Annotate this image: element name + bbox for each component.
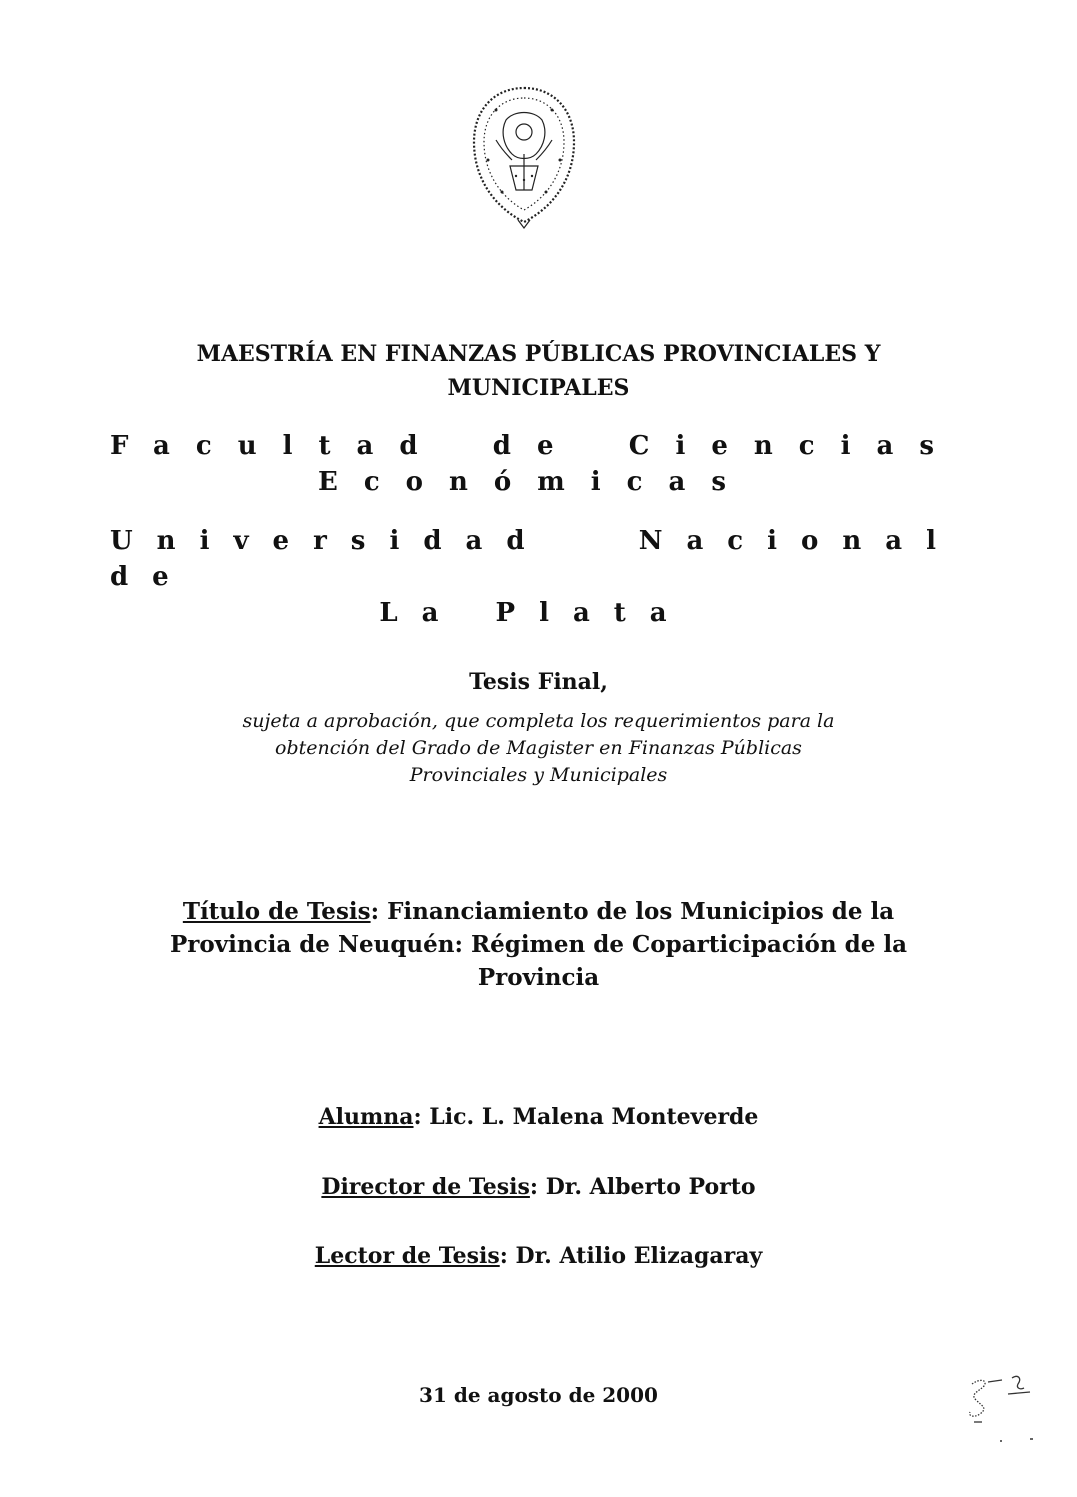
- director-label: Director de Tesis: [321, 1174, 530, 1200]
- thesis-title-line2: Provincia de Neuquén: Régimen de Coparticipación de la: [170, 931, 907, 958]
- thesis-description-line1: sujeta a aprobación, que completa los requerimientos para la: [242, 710, 835, 732]
- handwritten-mark-icon: [958, 1368, 1038, 1428]
- program-title: [0, 337, 1077, 405]
- program-title-line1: MAESTRÍA EN FINANZAS PÚBLICAS PROVINCIALES Y: [196, 341, 881, 367]
- thesis-title-separator: :: [370, 898, 388, 925]
- university-seal-icon: [466, 80, 582, 230]
- university-line1: Universidad Nacional de: [110, 526, 960, 592]
- director-separator: :: [529, 1174, 546, 1200]
- university-name: [110, 523, 960, 631]
- thesis-title-line3: Provincia: [477, 964, 600, 991]
- reader-separator: :: [499, 1243, 516, 1269]
- reader-label: Lector de Tesis: [314, 1243, 500, 1269]
- thesis-title-line1: Financiamiento de los Municipios de la: [387, 898, 895, 925]
- faculty-name: [110, 428, 960, 500]
- thesis-title-label: Título de Tesis: [182, 898, 371, 925]
- university-line2: La Plata: [379, 598, 691, 628]
- thesis-title: [100, 895, 977, 994]
- scan-speck: [1030, 1438, 1033, 1440]
- faculty-line2: Económicas: [318, 467, 752, 497]
- reader-line: [0, 1241, 1077, 1271]
- thesis-description-line2: obtención del Grado de Magister en Finanzas Públicas: [275, 737, 802, 759]
- director-name: Dr. Alberto Porto: [545, 1174, 756, 1200]
- submission-date: 31 de agosto de 2000: [419, 1383, 658, 1407]
- program-title-line2: MUNICIPALES: [447, 375, 630, 401]
- faculty-line1: Facultad de Ciencias: [110, 431, 960, 461]
- student-separator: :: [413, 1104, 430, 1130]
- thesis-description-line3: Provinciales y Municipales: [409, 764, 668, 786]
- student-label: Alumna: [318, 1104, 414, 1130]
- scan-speck: [1000, 1440, 1002, 1442]
- student-line: [0, 1102, 1077, 1132]
- student-name: Lic. L. Malena Monteverde: [429, 1104, 759, 1130]
- reader-name: Dr. Atilio Elizagaray: [515, 1243, 763, 1269]
- director-line: [0, 1172, 1077, 1202]
- thesis-description: [0, 708, 1077, 789]
- thesis-heading: Tesis Final,: [469, 669, 608, 695]
